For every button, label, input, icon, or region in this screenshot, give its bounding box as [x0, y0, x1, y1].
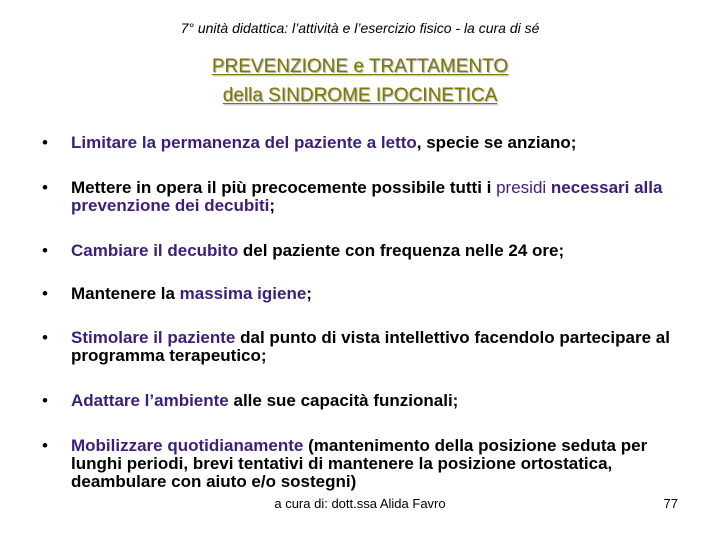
bullet-text: alle sue capacità funzionali;	[228, 391, 459, 410]
bullet-item	[40, 329, 680, 365]
bullet-text: dal punto di vista intellettivo facendolo partecipare al programma terapeutico;	[71, 328, 670, 365]
bullet-text-highlight: Mobilizzare quotidianamente	[71, 436, 304, 455]
bullet-text-highlight: Cambiare il decubito	[71, 241, 239, 260]
bullet-item	[40, 134, 680, 152]
bullet-text: Mantenere la	[71, 284, 180, 303]
bullet-item	[40, 179, 680, 215]
bullet-text: del paziente con frequenza nelle 24 ore;	[238, 241, 565, 260]
slide-header: 7° unità didattica: l’attività e l’esercizio fisico - la cura di sé	[180, 20, 540, 36]
slide-footer-author: a cura di: dott.ssa Alida Favro	[274, 496, 446, 511]
bullet-text: , specie se anziano;	[416, 133, 577, 152]
bullet-text-highlight: presidi	[496, 178, 547, 197]
bullet-text-highlight: necessari alla prevenzione dei decubiti	[71, 178, 663, 215]
title-line-2: della SINDROME IPOCINETICA	[222, 85, 498, 106]
bullet-text-highlight: Limitare la permanenza del paziente a letto	[71, 133, 417, 152]
bullet-item	[40, 285, 680, 303]
bullet-text-highlight: Stimolare il paziente	[71, 328, 236, 347]
bullet-item	[40, 437, 680, 491]
bullet-item	[40, 242, 680, 260]
bullet-text: ;	[269, 196, 276, 215]
bullet-text-highlight: massima igiene	[179, 284, 307, 303]
title-line-1: PREVENZIONE e TRATTAMENTO	[211, 56, 509, 77]
bullet-list	[40, 134, 680, 517]
slide-title	[0, 52, 720, 110]
bullet-text: ;	[306, 284, 312, 303]
bullet-text: Mettere in opera il più precocemente possibile tutti i	[71, 178, 497, 197]
slide-page-number: 77	[663, 496, 678, 511]
bullet-text-highlight: Adattare l’ambiente	[71, 391, 229, 410]
bullet-item	[40, 392, 680, 410]
bullet-text: (mantenimento della posizione seduta per lunghi periodi, brevi tentativi di mantenere la posizione ortostatica, deambulare con aiuto e/o sostegni)	[71, 436, 648, 491]
